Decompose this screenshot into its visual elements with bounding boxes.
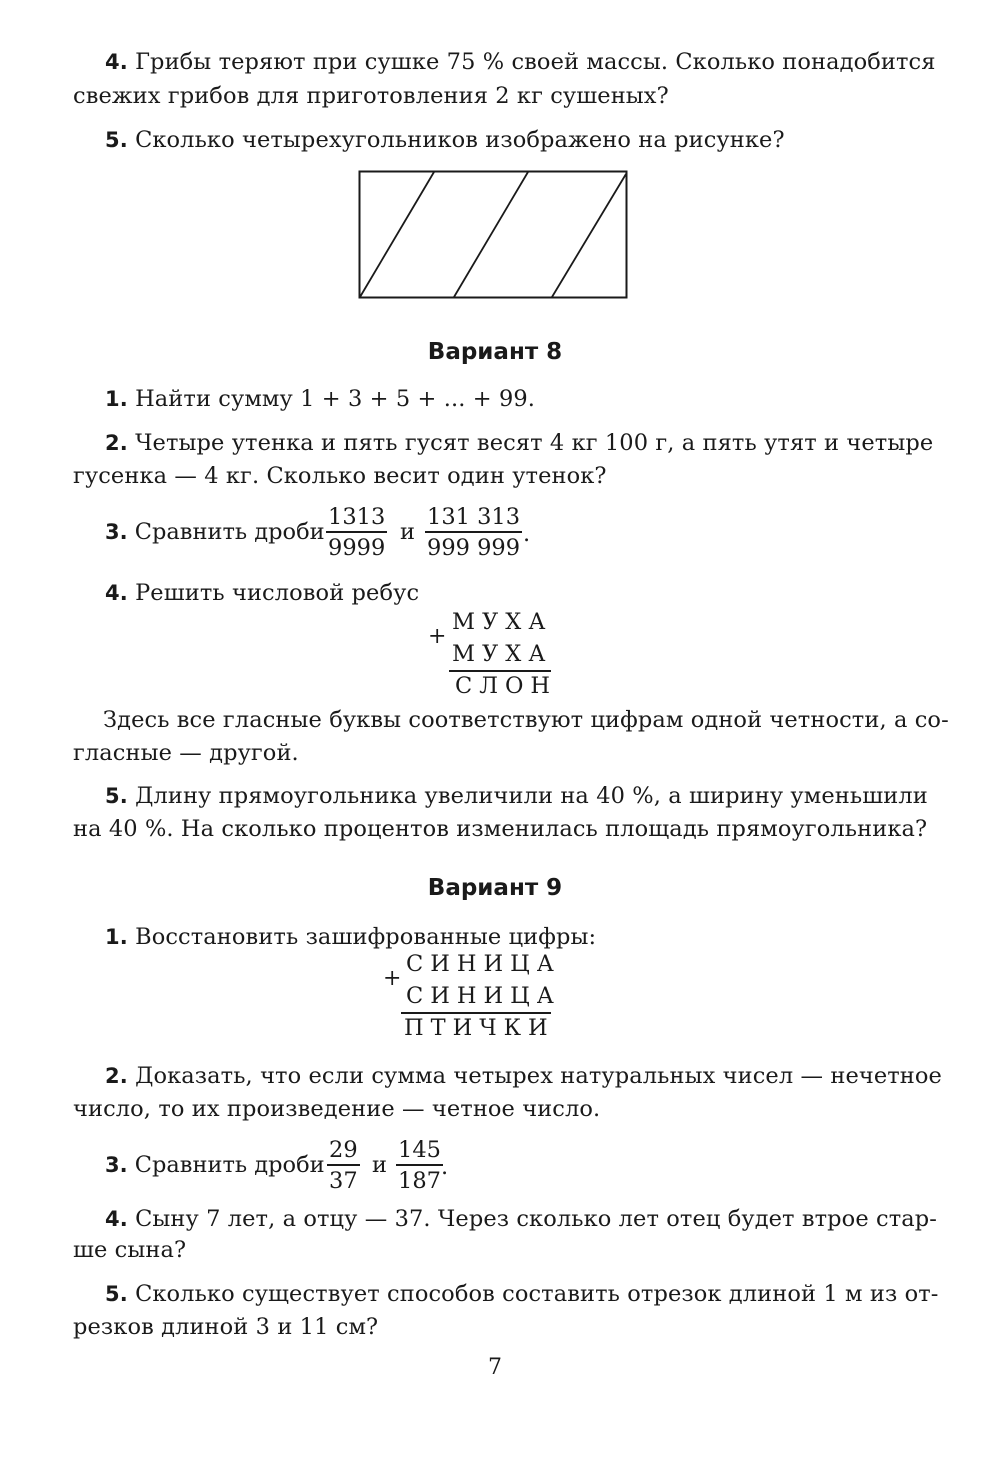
rebus-row-1: МУХА	[452, 609, 553, 635]
v8-problem-3-end: .	[523, 521, 531, 547]
v8-problem-5-line-1: 5. Длину прямоугольника увеличили на 40 %, а ширину уменьшили	[105, 783, 928, 809]
v9-fraction-1	[327, 1137, 360, 1194]
v8-problem-2-line-1: 2. Четыре утенка и пять гусят весят 4 кг 100 г, а пять утят и четыре	[105, 430, 934, 456]
variant-9-heading: Вариант 9	[427, 875, 563, 901]
v9-problem-2-line-2: число, то их произведение — четное число.	[73, 1096, 601, 1122]
sum-line	[401, 1012, 551, 1014]
fraction-denominator: 37	[329, 1167, 358, 1194]
rebus-result: СЛОН	[455, 673, 558, 699]
plus-sign: +	[383, 966, 402, 991]
fraction-numerator: 29	[329, 1137, 358, 1163]
problem-4-line-2: свежих грибов для приготовления 2 кг сушеных?	[73, 83, 669, 109]
problem-4-line-1: 4. Грибы теряют при сушке 75 % своей массы. Сколько понадобится	[105, 49, 936, 75]
diagonal-line-2	[454, 172, 528, 297]
fraction-bar	[327, 1164, 360, 1166]
v9-problem-1: 1. Восстановить зашифрованные цифры:	[105, 924, 597, 950]
v9-problem-5-line-1: 5. Сколько существует способов составить отрезок длиной 1 м из от-	[105, 1281, 939, 1307]
v8-note-line-2: гласные — другой.	[73, 740, 299, 766]
fraction-bar	[326, 531, 387, 533]
rebus-row-2: СИНИЦА	[406, 983, 561, 1009]
v8-fraction-1	[326, 504, 387, 561]
fraction-bar	[396, 1164, 443, 1166]
v9-problem-4-line-2: ше сына?	[73, 1237, 187, 1263]
variant-8-heading: Вариант 8	[427, 339, 563, 365]
v9-fraction-2	[396, 1137, 443, 1194]
rebus-row-1: СИНИЦА	[406, 951, 561, 977]
v9-problem-2-line-1: 2. Доказать, что если сумма четырех натуральных чисел — нечетное	[105, 1063, 942, 1089]
diagonal-line-1	[360, 172, 434, 297]
v8-problem-3-text: 3. Сравнить дроби	[105, 519, 325, 545]
fraction-numerator: 131 313	[427, 504, 521, 530]
v8-problem-3-conj: и	[400, 519, 415, 545]
fraction-denominator: 187	[398, 1167, 441, 1194]
v9-problem-3-text: 3. Сравнить дроби	[105, 1152, 325, 1178]
fraction-denominator: 999 999	[427, 534, 521, 561]
rebus-result: ПТИЧКИ	[404, 1015, 555, 1041]
v8-note-line-1: Здесь все гласные буквы соответствуют цифрам одной четности, а со-	[103, 707, 949, 733]
sum-line	[449, 670, 551, 672]
diagonal-line-3	[552, 174, 626, 297]
v9-problem-3-conj: и	[372, 1152, 387, 1178]
v9-problem-3-end: .	[441, 1154, 449, 1180]
rebus-row-2: МУХА	[452, 641, 553, 667]
v8-problem-4: 4. Решить числовой ребус	[105, 580, 420, 606]
v8-problem-2-line-2: гусенка — 4 кг. Сколько весит один утенок?	[73, 463, 607, 489]
fraction-denominator: 9999	[328, 534, 386, 561]
fraction-numerator: 145	[398, 1137, 441, 1163]
v9-problem-4-line-1: 4. Сыну 7 лет, а отцу — 37. Через сколько лет отец будет втрое стар-	[105, 1206, 937, 1232]
page-number: 7	[488, 1355, 502, 1380]
problem-5-line-1: 5. Сколько четырехугольников изображено на рисунке?	[105, 127, 785, 153]
fraction-numerator: 1313	[328, 504, 386, 530]
v8-fraction-2	[425, 504, 522, 561]
outer-rectangle	[360, 172, 627, 298]
fraction-bar	[425, 531, 522, 533]
v9-problem-5-line-2: резков длиной 3 и 11 см?	[73, 1314, 379, 1340]
v8-problem-1: 1. Найти сумму 1 + 3 + 5 + ... + 99.	[105, 386, 536, 412]
plus-sign: +	[428, 624, 447, 649]
quadrilaterals-figure	[355, 167, 631, 303]
v8-problem-5-line-2: на 40 %. На сколько процентов изменилась площадь прямоугольника?	[73, 816, 928, 842]
